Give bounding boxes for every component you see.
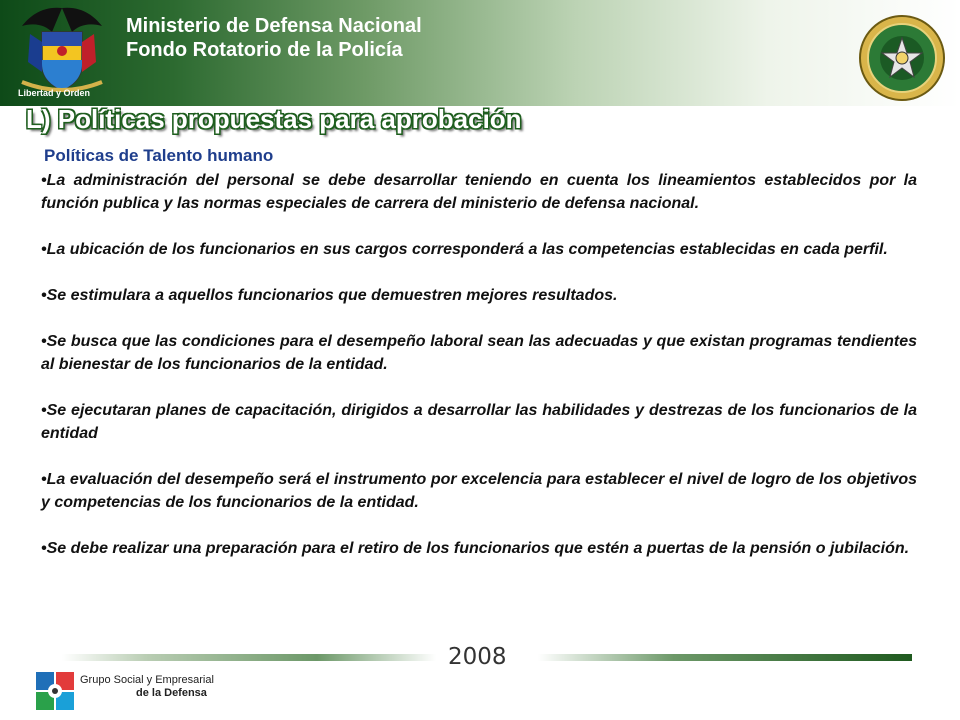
puzzle-logo-icon: [34, 670, 76, 712]
policy-bullet: •La ubicación de los funcionarios en sus cargos corresponderá a las competencias establecidas en cada perfil.: [41, 241, 888, 258]
policy-bullet: •Se ejecutaran planes de capacitación, dirigidos a desarrollar las habilidades y destrezas de los funcionarios de la entidad: [41, 402, 917, 442]
header-banner: [0, 0, 960, 106]
group-logo-text: [80, 674, 214, 700]
header-title: [126, 14, 422, 62]
coat-motto: Libertad y Orden: [18, 88, 91, 98]
policy-bullet: •La administración del personal se debe desarrollar teniendo en cuenta los lineamientos establecidos por la función publica y las normas especiales de carrera del ministerio de defensa nacional.: [41, 172, 917, 212]
police-fund-seal-icon: [858, 14, 946, 102]
slide-title: L) Políticas propuestas para aprobación: [26, 104, 522, 134]
group-line-1: Grupo Social y Empresarial: [80, 674, 214, 686]
policy-bullet: •Se estimulara a aquellos funcionarios que demuestren mejores resultados.: [41, 287, 618, 304]
fund-name: Fondo Rotatorio de la Policía: [126, 39, 403, 61]
colombia-coat-of-arms-icon: [12, 2, 112, 102]
ministry-name: Ministerio de Defensa Nacional: [126, 15, 422, 37]
group-line-2: de la Defensa: [136, 687, 207, 699]
policy-bullet: •Se debe realizar una preparación para el retiro de los funcionarios que estén a puertas de la pensión o jubilación.: [41, 540, 910, 557]
policy-bullet: •Se busca que las condiciones para el desempeño laboral sean las adecuadas y que existan programas tendientes al bienestar de los funcionarios de la entidad.: [41, 333, 917, 373]
policy-bullet: •La evaluación del desempeño será el instrumento por excelencia para establecer el nivel de logro de los objetivos y competencias de los funcionarios de la entidad.: [41, 471, 917, 511]
footer-year: 2008: [440, 644, 515, 670]
section-subtitle: Políticas de Talento humano: [44, 146, 274, 165]
policy-list: [41, 169, 917, 583]
